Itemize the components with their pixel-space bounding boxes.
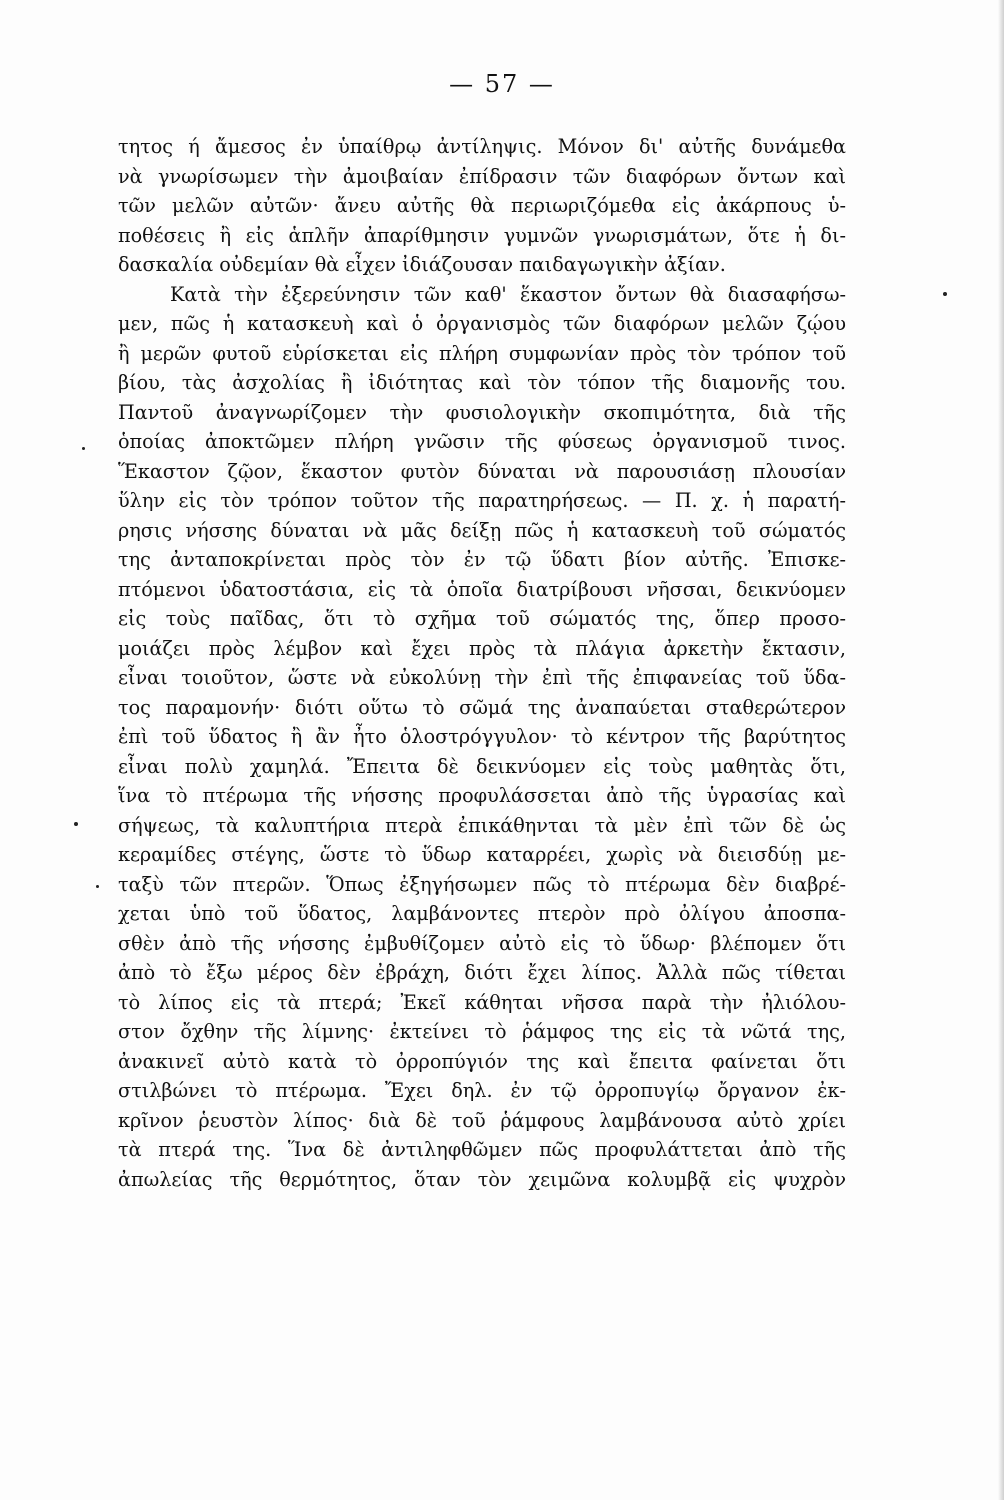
text-line: τητος ή ἄμεσος ἐν ὑπαίθρῳ ἀντίληψις. Μόνον δι' αὐτῆς δυνάμεθα — [118, 135, 846, 158]
page-number: — 57 — — [449, 70, 555, 98]
text-line: τὰ πτερά της. Ἵνα δὲ ἀντιληφθῶμεν πῶς προφυλάττεται ἀπὸ τῆς — [118, 1138, 846, 1161]
text-line: εἶναι πολὺ χαμηλά. Ἔπειτα δὲ δεικνύομεν εἰς τοὺς μαθητὰς ὅτι, — [118, 754, 846, 778]
scan-speck — [96, 885, 99, 888]
text-line: ἀπωλείας τῆς θερμότητος, ὅταν τὸν χειμῶνα κολυμβᾷ εἰς ψυχρὸν — [118, 1167, 846, 1191]
text-line: βίου, τὰς ἀσχολίας ἢ ἰδιότητας καὶ τὸν τόπον τῆς διαμονῆς του. — [118, 371, 846, 394]
text-line: Παντοῦ ἀναγνωρίζομεν τὴν φυσιολογικὴν σκοπιμότητα, διὰ τῆς — [118, 400, 846, 424]
scan-speck — [82, 447, 85, 450]
text-line: ρησις νήσσης δύναται νὰ μᾶς δείξῃ πῶς ἡ κατασκευὴ τοῦ σώματός — [118, 518, 846, 542]
text-line: ἢ μερῶν φυτοῦ εὑρίσκεται εἰς πλήρη συμφωνίαν πρὸς τὸν τρόπον τοῦ — [118, 341, 846, 365]
text-line: ἐπὶ τοῦ ὕδατος ἢ ἂν ἦτο ὁλοστρόγγυλον· τὸ κέντρον τῆς βαρύτητος — [118, 725, 846, 748]
text-line: πτόμενοι ὑδατοστάσια, εἰς τὰ ὁποῖα διατρίβουσι νῆσσαι, δεικνύομεν — [118, 577, 846, 601]
text-line: τος παραμονήν· διότι οὕτω τὸ σῶμά της ἀναπαύεται σταθερώτερον — [118, 695, 846, 719]
text-line: χεται ὑπὸ τοῦ ὕδατος, λαμβάνοντες πτερὸν πρὸ ὀλίγου ἀποσπα- — [118, 902, 846, 925]
text-line: ταξὺ τῶν πτερῶν. Ὅπως ἐξηγήσωμεν πῶς τὸ πτέρωμα δὲν διαβρέ- — [118, 872, 846, 896]
text-line: κεραμίδες στέγης, ὥστε τὸ ὕδωρ καταρρέει, χωρὶς νὰ διεισδύῃ με- — [118, 843, 846, 866]
text-line: νὰ γνωρίσωμεν τὴν ἀμοιβαίαν ἐπίδρασιν τῶν διαφόρων ὄντων καὶ — [118, 164, 846, 188]
text-line: μεν, πῶς ἡ κατασκευὴ καὶ ὁ ὀργανισμὸς τῶν διαφόρων μελῶν ζῴου — [118, 312, 846, 335]
text-line: τῶν μελῶν αὐτῶν· ἄνευ αὐτῆς θὰ περιωριζόμεθα εἰς ἀκάρπους ὑ- — [118, 194, 846, 217]
text-line: εἶναι τοιοῦτον, ὥστε νὰ εὐκολύνῃ τὴν ἐπὶ τῆς ἐπιφανείας τοῦ ὕδα- — [118, 666, 846, 689]
text-line: κρῖνον ῥευστὸν λίπος· διὰ δὲ τοῦ ῥάμφους λαμβάνουσα αὐτὸ χρίει — [118, 1108, 846, 1132]
text-line: της ἀνταποκρίνεται πρὸς τὸν ἐν τῷ ὕδατι βίον αὐτῆς. Ἐπισκε- — [118, 548, 846, 571]
text-line: ἀπὸ τὸ ἔξω μέρος δὲν ἐβράχη, διότι ἔχει λίπος. Ἀλλὰ πῶς τίθεται — [118, 961, 846, 984]
text-line: δασκαλία οὐδεμίαν θὰ εἶχεν ἰδιάζουσαν παιδαγωγικὴν ἀξίαν. — [118, 253, 726, 276]
text-line: στον ὄχθην τῆς λίμνης· ἐκτείνει τὸ ῥάμφος της εἰς τὰ νῶτά της, — [118, 1020, 846, 1043]
text-line: ποθέσεις ἢ εἰς ἁπλῆν ἀπαρίθμησιν γυμνῶν γνωρισμάτων, ὅτε ἡ δι- — [118, 223, 846, 247]
text-line: στιλβώνει τὸ πτέρωμα. Ἔχει δηλ. ἐν τῷ ὀρροπυγίῳ ὄργανον ἐκ- — [118, 1079, 846, 1102]
text-line: ὕλην εἰς τὸν τρόπον τοῦτον τῆς παρατηρήσεως. — Π. χ. ἡ παρατή- — [118, 489, 846, 512]
text-line: ἵνα τὸ πτέρωμα τῆς νήσσης προφυλάσσεται ἀπὸ τῆς ὑγρασίας καὶ — [118, 784, 846, 807]
text-line: ὁποίας ἀποκτῶμεν πλήρη γνῶσιν τῆς φύσεως ὀργανισμοῦ τινος. — [118, 430, 846, 453]
text-line: εἰς τοὺς παῖδας, ὅτι τὸ σχῆμα τοῦ σώματός της, ὅπερ προσο- — [118, 607, 846, 630]
text-line: Ἕκαστον ζῷον, ἕκαστον φυτὸν δύναται νὰ παρουσιάσῃ πλουσίαν — [118, 459, 846, 483]
text-line: σήψεως, τὰ καλυπτήρια πτερὰ ἐπικάθηνται τὰ μὲν ἐπὶ τῶν δὲ ὡς — [118, 813, 846, 837]
page-edge-shadow — [998, 0, 1004, 1500]
text-line: Κατὰ τὴν ἐξερεύνησιν τῶν καθ' ἕκαστον ὄντων θὰ διασαφήσω- — [170, 282, 846, 306]
text-line: μοιάζει πρὸς λέμβον καὶ ἔχει πρὸς τὰ πλάγια ἀρκετὴν ἔκτασιν, — [118, 636, 846, 660]
scan-speck — [74, 822, 78, 826]
text-line: σθὲν ἀπὸ τῆς νήσσης ἐμβυθίζομεν αὐτὸ εἰς τὸ ὕδωρ· βλέπομεν ὅτι — [118, 931, 846, 955]
text-line: ἀνακινεῖ αὐτὸ κατὰ τὸ ὀρροπύγιόν της καὶ ἔπειτα φαίνεται ὅτι — [118, 1049, 846, 1073]
text-line: τὸ λίπος εἰς τὰ πτερά; Ἐκεῖ κάθηται νῆσσα παρὰ τὴν ἠλιόλου- — [118, 990, 846, 1014]
scan-speck — [943, 292, 947, 296]
body-text — [118, 132, 846, 1194]
